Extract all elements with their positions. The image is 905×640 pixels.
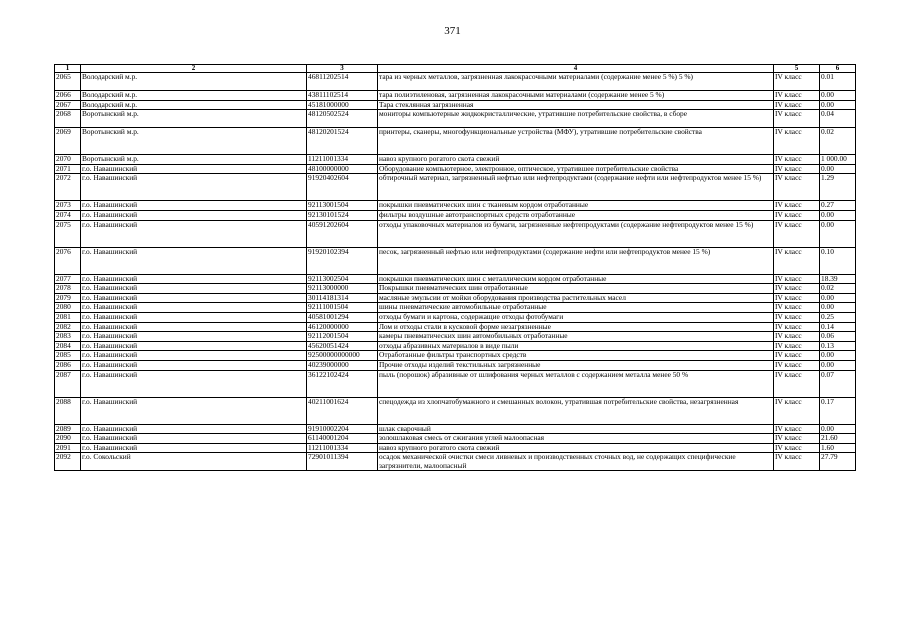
waste-description-cell: спецодежда из хлопчатобумажного и смешанных волокон, утратившая потребительские свойства, незагрязненная: [378, 397, 774, 424]
waste-description-cell: камеры пневматических шин автомобильных отработанные: [378, 332, 774, 342]
hazard-class-cell: IV класс: [774, 220, 820, 247]
table-row: [55, 100, 856, 110]
col-header-5: 5: [774, 65, 820, 73]
table-row: [55, 220, 856, 247]
table-row: [55, 303, 856, 313]
waste-code-cell: 92112001504: [307, 332, 378, 342]
row-number-cell: 2092: [55, 453, 81, 471]
hazard-class-cell: IV класс: [774, 210, 820, 220]
row-number-cell: 2067: [55, 100, 81, 110]
waste-code-cell: 40581001294: [307, 312, 378, 322]
waste-code-cell: 45181000000: [307, 100, 378, 110]
row-number-cell: 2080: [55, 303, 81, 313]
waste-description-cell: Тара стеклянная загрязненная: [378, 100, 774, 110]
row-number-cell: 2068: [55, 110, 81, 128]
waste-description-cell: обтирочный материал, загрязненный нефтью или нефтепродуктами (содержание нефти или нефтепродуктов менее 15 %): [378, 174, 774, 201]
row-number-cell: 2085: [55, 351, 81, 361]
quantity-cell: 0.00: [820, 293, 856, 303]
municipality-cell: г.о. Навашинский: [81, 360, 307, 370]
quantity-cell: 0.04: [820, 110, 856, 128]
quantity-cell: 0.10: [820, 247, 856, 274]
waste-description-cell: фильтры воздушные автотранспортных средств отработанные: [378, 210, 774, 220]
quantity-cell: 0.00: [820, 303, 856, 313]
header-row: [55, 65, 856, 73]
quantity-cell: 27.79: [820, 453, 856, 471]
municipality-cell: Воротынский м.р.: [81, 128, 307, 155]
table-row: [55, 155, 856, 165]
row-number-cell: 2072: [55, 174, 81, 201]
quantity-cell: 0.00: [820, 220, 856, 247]
table-row: [55, 110, 856, 128]
table-row: [55, 164, 856, 174]
table-row: [55, 341, 856, 351]
row-number-cell: 2071: [55, 164, 81, 174]
municipality-cell: г.о. Навашинский: [81, 397, 307, 424]
col-header-1: 1: [55, 65, 81, 73]
municipality-cell: Воротынский м.р.: [81, 110, 307, 128]
waste-description-cell: шлак сварочный: [378, 424, 774, 434]
hazard-class-cell: IV класс: [774, 274, 820, 284]
row-number-cell: 2088: [55, 397, 81, 424]
waste-description-cell: Лом и отходы стали в кусковой форме незагрязненные: [378, 322, 774, 332]
row-number-cell: 2073: [55, 201, 81, 211]
table-row: [55, 397, 856, 424]
hazard-class-cell: IV класс: [774, 293, 820, 303]
waste-code-cell: 30114181314: [307, 293, 378, 303]
row-number-cell: 2070: [55, 155, 81, 165]
waste-description-cell: пыль (порошок) абразивные от шлифования черных металлов с содержанием металла менее 50 %: [378, 370, 774, 397]
municipality-cell: Володарский м.р.: [81, 73, 307, 91]
hazard-class-cell: IV класс: [774, 322, 820, 332]
row-number-cell: 2090: [55, 434, 81, 444]
table-row: [55, 332, 856, 342]
hazard-class-cell: IV класс: [774, 303, 820, 313]
municipality-cell: г.о. Навашинский: [81, 201, 307, 211]
row-number-cell: 2079: [55, 293, 81, 303]
hazard-class-cell: IV класс: [774, 128, 820, 155]
waste-code-cell: 92113000000: [307, 284, 378, 294]
municipality-cell: г.о. Навашинский: [81, 210, 307, 220]
table-row: [55, 201, 856, 211]
quantity-cell: 1.60: [820, 443, 856, 453]
waste-description-cell: тара из черных металлов, загрязненная лакокрасочными материалами (содержание менее 5 %) 5 %): [378, 73, 774, 91]
hazard-class-cell: IV класс: [774, 73, 820, 91]
quantity-cell: 0.00: [820, 100, 856, 110]
quantity-cell: 21.60: [820, 434, 856, 444]
hazard-class-cell: IV класс: [774, 164, 820, 174]
hazard-class-cell: IV класс: [774, 284, 820, 294]
hazard-class-cell: IV класс: [774, 370, 820, 397]
waste-description-cell: покрышки пневматических шин с тканевым кордом отработанные: [378, 201, 774, 211]
table-row: [55, 434, 856, 444]
table-row: [55, 247, 856, 274]
table-row: [55, 322, 856, 332]
municipality-cell: Володарский м.р.: [81, 91, 307, 101]
table-row: [55, 210, 856, 220]
table-row: [55, 174, 856, 201]
waste-code-cell: 11211001334: [307, 443, 378, 453]
row-number-cell: 2065: [55, 73, 81, 91]
row-number-cell: 2077: [55, 274, 81, 284]
waste-code-cell: 48120201524: [307, 128, 378, 155]
waste-description-cell: навоз крупного рогатого скота свежий: [378, 155, 774, 165]
municipality-cell: Воротынский м.р.: [81, 155, 307, 165]
municipality-cell: г.о. Навашинский: [81, 443, 307, 453]
municipality-cell: г.о. Навашинский: [81, 312, 307, 322]
col-header-3: 3: [307, 65, 378, 73]
quantity-cell: 0.17: [820, 397, 856, 424]
waste-registry-table: [54, 64, 856, 471]
quantity-cell: 18.39: [820, 274, 856, 284]
col-header-4: 4: [378, 65, 774, 73]
waste-description-cell: осадок механической очистки смеси ливневых и производственных сточных вод, не содержащих специфические загрязнители, малоопасный: [378, 453, 774, 471]
hazard-class-cell: IV класс: [774, 91, 820, 101]
municipality-cell: г.о. Навашинский: [81, 220, 307, 247]
quantity-cell: 0.02: [820, 128, 856, 155]
municipality-cell: г.о. Навашинский: [81, 303, 307, 313]
table-row: [55, 91, 856, 101]
waste-description-cell: отходы бумаги и картона, содержащие отходы фотобумаги: [378, 312, 774, 322]
quantity-cell: 0.07: [820, 370, 856, 397]
row-number-cell: 2086: [55, 360, 81, 370]
waste-code-cell: 40239000000: [307, 360, 378, 370]
waste-description-cell: шины пневматические автомобильные отработанные: [378, 303, 774, 313]
quantity-cell: 0.00: [820, 351, 856, 361]
waste-code-cell: 92111001504: [307, 303, 378, 313]
municipality-cell: г.о. Навашинский: [81, 434, 307, 444]
waste-code-cell: 46120000000: [307, 322, 378, 332]
hazard-class-cell: IV класс: [774, 351, 820, 361]
waste-code-cell: 48120502524: [307, 110, 378, 128]
waste-description-cell: Прочие отходы изделий текстильных загрязненные: [378, 360, 774, 370]
hazard-class-cell: IV класс: [774, 201, 820, 211]
table-row: [55, 424, 856, 434]
waste-code-cell: 92500000000000: [307, 351, 378, 361]
table-body: [55, 73, 856, 471]
quantity-cell: 0.00: [820, 164, 856, 174]
municipality-cell: г.о. Навашинский: [81, 341, 307, 351]
row-number-cell: 2066: [55, 91, 81, 101]
row-number-cell: 2069: [55, 128, 81, 155]
waste-code-cell: 48100000000: [307, 164, 378, 174]
waste-code-cell: 91920102394: [307, 247, 378, 274]
waste-code-cell: 46811202514: [307, 73, 378, 91]
waste-code-cell: 72901011394: [307, 453, 378, 471]
hazard-class-cell: IV класс: [774, 434, 820, 444]
row-number-cell: 2084: [55, 341, 81, 351]
municipality-cell: Володарский м.р.: [81, 100, 307, 110]
quantity-cell: 0.00: [820, 210, 856, 220]
hazard-class-cell: IV класс: [774, 312, 820, 322]
table-row: [55, 274, 856, 284]
hazard-class-cell: IV класс: [774, 453, 820, 471]
hazard-class-cell: IV класс: [774, 443, 820, 453]
waste-code-cell: 36122102424: [307, 370, 378, 397]
hazard-class-cell: IV класс: [774, 174, 820, 201]
col-header-6: 6: [820, 65, 856, 73]
quantity-cell: 0.01: [820, 73, 856, 91]
quantity-cell: 0.13: [820, 341, 856, 351]
waste-code-cell: 91910002204: [307, 424, 378, 434]
waste-code-cell: 11211001334: [307, 155, 378, 165]
waste-description-cell: Покрышки пневматических шин отработанные: [378, 284, 774, 294]
waste-description-cell: Отработанные фильтры транспортных средств: [378, 351, 774, 361]
quantity-cell: 0.00: [820, 91, 856, 101]
quantity-cell: 0.02: [820, 284, 856, 294]
municipality-cell: г.о. Навашинский: [81, 322, 307, 332]
row-number-cell: 2074: [55, 210, 81, 220]
quantity-cell: 0.00: [820, 424, 856, 434]
row-number-cell: 2075: [55, 220, 81, 247]
table-row: [55, 360, 856, 370]
row-number-cell: 2081: [55, 312, 81, 322]
quantity-cell: 0.00: [820, 360, 856, 370]
table-row: [55, 453, 856, 471]
municipality-cell: г.о. Навашинский: [81, 332, 307, 342]
hazard-class-cell: IV класс: [774, 360, 820, 370]
waste-description-cell: песок, загрязненный нефтью или нефтепродуктами (содержание нефти или нефтепродуктов менее 15 %): [378, 247, 774, 274]
quantity-cell: 0.25: [820, 312, 856, 322]
hazard-class-cell: IV класс: [774, 397, 820, 424]
waste-code-cell: 91920402604: [307, 174, 378, 201]
municipality-cell: г.о. Сокольский: [81, 453, 307, 471]
waste-description-cell: отходы абразивных материалов в виде пыли: [378, 341, 774, 351]
waste-description-cell: навоз крупного рогатого скота свежий: [378, 443, 774, 453]
municipality-cell: г.о. Навашинский: [81, 293, 307, 303]
municipality-cell: г.о. Навашинский: [81, 284, 307, 294]
waste-code-cell: 92113001504: [307, 201, 378, 211]
table-row: [55, 443, 856, 453]
table-row: [55, 370, 856, 397]
hazard-class-cell: IV класс: [774, 110, 820, 128]
quantity-cell: 1 000.00: [820, 155, 856, 165]
municipality-cell: г.о. Навашинский: [81, 424, 307, 434]
row-number-cell: 2078: [55, 284, 81, 294]
row-number-cell: 2083: [55, 332, 81, 342]
municipality-cell: г.о. Навашинский: [81, 247, 307, 274]
municipality-cell: г.о. Навашинский: [81, 351, 307, 361]
row-number-cell: 2087: [55, 370, 81, 397]
table-row: [55, 73, 856, 91]
hazard-class-cell: IV класс: [774, 341, 820, 351]
hazard-class-cell: IV класс: [774, 332, 820, 342]
municipality-cell: г.о. Навашинский: [81, 274, 307, 284]
hazard-class-cell: IV класс: [774, 100, 820, 110]
waste-code-cell: 92130101524: [307, 210, 378, 220]
quantity-cell: 0.06: [820, 332, 856, 342]
waste-code-cell: 45620051424: [307, 341, 378, 351]
table-row: [55, 312, 856, 322]
col-header-2: 2: [81, 65, 307, 73]
hazard-class-cell: IV класс: [774, 155, 820, 165]
table-row: [55, 284, 856, 294]
row-number-cell: 2089: [55, 424, 81, 434]
waste-code-cell: 40591202604: [307, 220, 378, 247]
waste-description-cell: отходы упаковочных материалов из бумаги, загрязненные нефтепродуктами (содержание нефтепродуктов менее 15 %): [378, 220, 774, 247]
waste-description-cell: мониторы компьютерные жидкокристаллические, утратившие потребительские свойства, в сборе: [378, 110, 774, 128]
quantity-cell: 1.29: [820, 174, 856, 201]
table-row: [55, 128, 856, 155]
quantity-cell: 0.27: [820, 201, 856, 211]
waste-code-cell: 61140001204: [307, 434, 378, 444]
waste-description-cell: масляные эмульсии от мойки оборудования производства растительных масел: [378, 293, 774, 303]
waste-description-cell: золошлаковая смесь от сжигания углей малоопасная: [378, 434, 774, 444]
waste-description-cell: Оборудование компьютерное, электронное, оптическое, утратившее потребительские свойства: [378, 164, 774, 174]
table-row: [55, 293, 856, 303]
quantity-cell: 0.14: [820, 322, 856, 332]
table-row: [55, 351, 856, 361]
waste-code-cell: 40211001624: [307, 397, 378, 424]
waste-code-cell: 92113002504: [307, 274, 378, 284]
row-number-cell: 2082: [55, 322, 81, 332]
row-number-cell: 2091: [55, 443, 81, 453]
hazard-class-cell: IV класс: [774, 424, 820, 434]
waste-description-cell: принтеры, сканеры, многофункциональные устройства (МФУ), утратившие потребительские свойства: [378, 128, 774, 155]
waste-code-cell: 43811102514: [307, 91, 378, 101]
waste-description-cell: тара полиэтиленовая, загрязненная лакокрасочными материалами (содержание менее 5 %): [378, 91, 774, 101]
municipality-cell: г.о. Навашинский: [81, 164, 307, 174]
page-number: 371: [444, 25, 461, 37]
row-number-cell: 2076: [55, 247, 81, 274]
hazard-class-cell: IV класс: [774, 247, 820, 274]
municipality-cell: г.о. Навашинский: [81, 370, 307, 397]
municipality-cell: г.о. Навашинский: [81, 174, 307, 201]
waste-description-cell: покрышки пневматических шин с металлическим кордом отработанные: [378, 274, 774, 284]
